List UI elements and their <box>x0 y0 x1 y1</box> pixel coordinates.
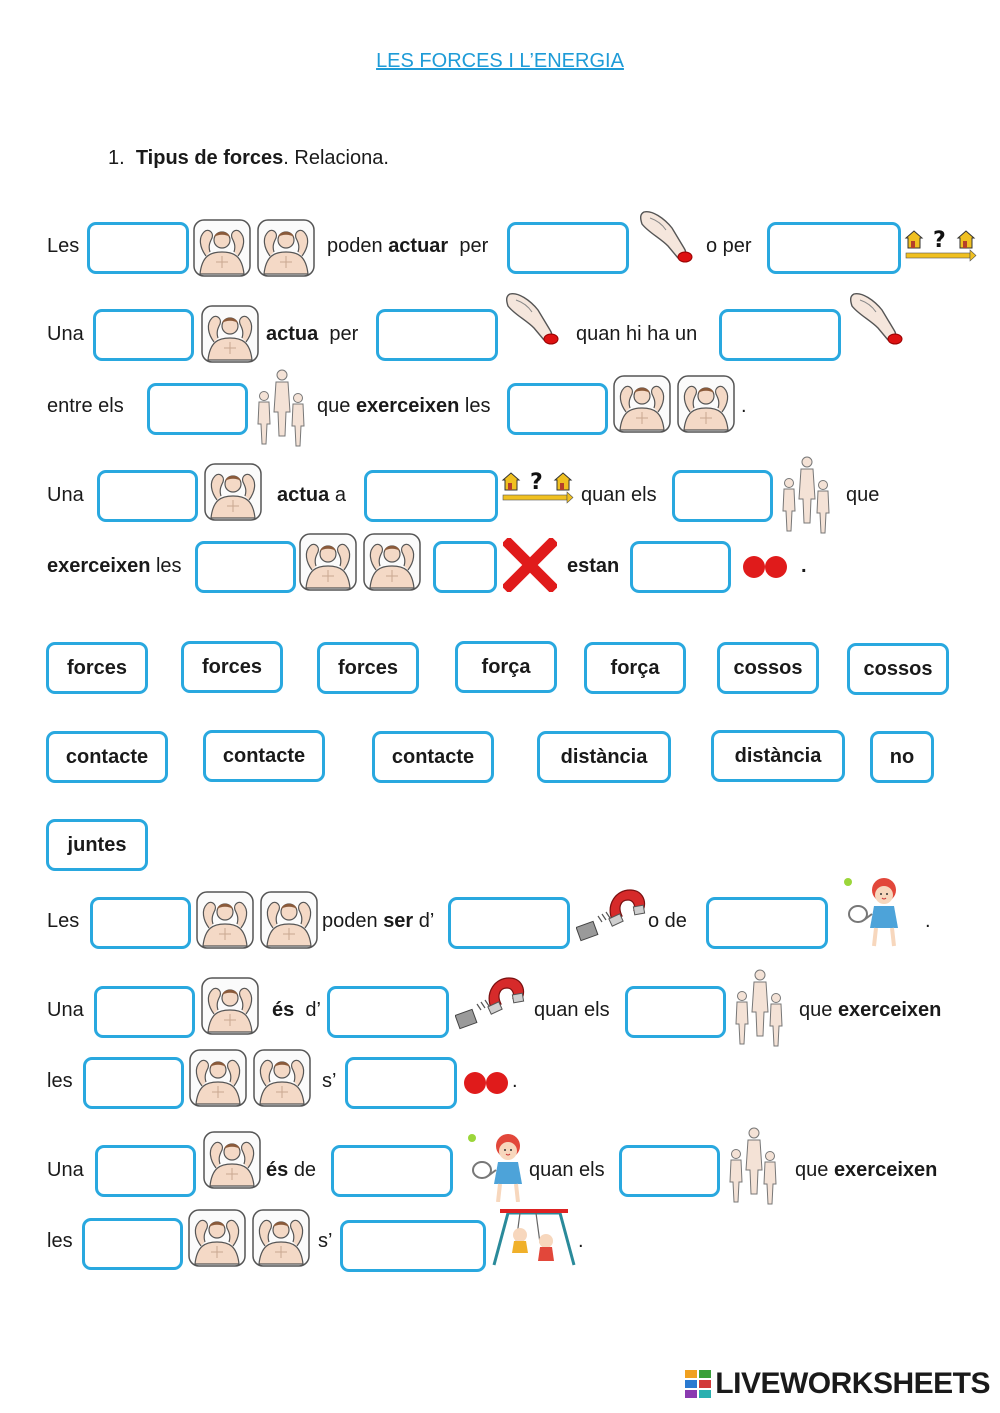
muscle-icon <box>187 1208 247 1268</box>
exercise-number: 1. <box>108 147 125 169</box>
r2-text-actua: actua <box>266 323 319 345</box>
r6-text-les: Les <box>47 910 80 932</box>
word-chip-forces[interactable]: forces <box>317 642 419 694</box>
muscle-icon <box>298 532 358 592</box>
r4-text-a: a <box>334 484 346 506</box>
page-title: LES FORCES I L’ENERGIA <box>376 50 624 72</box>
r4-blank-2[interactable] <box>364 470 498 522</box>
r9-text-de: de <box>293 1159 317 1181</box>
r7-blank-2[interactable] <box>327 986 449 1038</box>
r4-text <box>277 483 346 507</box>
exercise-instruction: . Relaciona. <box>283 147 389 169</box>
touch-hand-icon <box>638 208 700 266</box>
r9-text-exerceixen: exerceixen <box>833 1159 938 1181</box>
liveworksheets-logo-text: LIVEWORKSHEETS <box>715 1367 990 1400</box>
muscle-icon <box>200 976 260 1036</box>
r5-blank-3[interactable] <box>630 541 731 593</box>
together-dots-icon <box>742 555 790 581</box>
r1-blank-2[interactable] <box>507 222 629 274</box>
muscle-icon <box>251 1208 311 1268</box>
r2-blank-2[interactable] <box>376 309 498 361</box>
red-cross-icon <box>503 538 557 592</box>
r4-text-una: Una <box>47 484 84 506</box>
r6-text-d: d’ <box>418 910 435 932</box>
r8-text-s: s’ <box>322 1070 337 1092</box>
word-chip-forces[interactable]: forces <box>46 642 148 694</box>
r5-text-exerceixen: exerceixen <box>47 555 151 577</box>
r6-text-period: . <box>925 910 931 932</box>
r7-text-d: d’ <box>305 999 321 1021</box>
r1-text-poden: poden <box>327 235 383 257</box>
word-chip-contacte[interactable]: contacte <box>46 731 168 783</box>
magnet-icon <box>455 972 529 1032</box>
r9-text-una: Una <box>47 1159 84 1181</box>
r3-text-period: . <box>741 395 747 417</box>
r9-blank-2[interactable] <box>331 1145 453 1197</box>
r7-blank-1[interactable] <box>94 986 195 1038</box>
bodies-icon <box>724 1126 784 1208</box>
r10-text-les: les <box>47 1230 73 1252</box>
liveworksheets-logo-icon <box>685 1370 711 1398</box>
muscle-icon <box>192 218 252 278</box>
together-dots-icon <box>463 1071 511 1097</box>
r1-text-les: Les <box>47 235 80 257</box>
r10-blank-1[interactable] <box>82 1218 183 1270</box>
distance-houses-icon <box>903 228 977 264</box>
touch-hand-icon <box>504 290 566 348</box>
muscle-icon <box>612 374 672 434</box>
r7-text-una: Una <box>47 999 84 1021</box>
muscle-icon <box>200 304 260 364</box>
r8-blank-1[interactable] <box>83 1057 184 1109</box>
r9-text-end <box>795 1158 937 1182</box>
distance-houses-icon <box>500 470 574 506</box>
r9-text-es: és <box>266 1159 289 1181</box>
muscle-icon <box>259 890 319 950</box>
touch-hand-icon <box>848 290 910 348</box>
muscle-icon <box>252 1048 312 1108</box>
r7-text <box>272 998 321 1022</box>
muscle-icon <box>203 462 263 522</box>
r1-text-actuar: actuar <box>388 235 449 257</box>
r5-text-estan: estan <box>567 555 620 577</box>
bodies-icon <box>777 455 837 537</box>
r6-text-ser: ser <box>383 910 414 932</box>
r1-text-o-per: o per <box>706 235 752 257</box>
muscle-icon <box>202 1130 262 1190</box>
r2-text <box>266 322 358 346</box>
r7-text-es: és <box>272 999 295 1021</box>
muscle-icon <box>676 374 736 434</box>
r7-text-end <box>799 998 941 1022</box>
r8-text-period: . <box>512 1070 518 1092</box>
r7-blank-3[interactable] <box>625 986 726 1038</box>
r4-blank-3[interactable] <box>672 470 773 522</box>
r9-text-que: que <box>795 1159 829 1181</box>
r1-text <box>327 234 488 258</box>
r3-text-exerceixen: exerceixen <box>355 395 460 417</box>
r3-blank-1[interactable] <box>147 383 248 435</box>
magnet-icon <box>576 884 650 944</box>
word-chip-cossos[interactable]: cossos <box>847 643 949 695</box>
r6-blank-3[interactable] <box>706 897 828 949</box>
r2-text-quan: quan hi ha un <box>576 323 698 345</box>
r3-text-que: que <box>317 395 351 417</box>
word-chip-distancia[interactable]: distància <box>711 730 845 782</box>
r7-text-que: que <box>799 999 833 1021</box>
r10-blank-2[interactable] <box>340 1220 486 1272</box>
tennis-girl-icon <box>838 874 908 954</box>
r2-text-per: per <box>329 323 359 345</box>
r1-blank-3[interactable] <box>767 222 901 274</box>
r4-text-quan-els: quan els <box>581 484 657 506</box>
r2-text-una: Una <box>47 323 84 345</box>
r6-text-o-de: o de <box>648 910 687 932</box>
r5-text-period: . <box>801 555 807 577</box>
r4-text-que: que <box>846 484 880 506</box>
r4-blank-1[interactable] <box>97 470 198 522</box>
word-chip-juntes[interactable]: juntes <box>46 819 148 871</box>
word-chip-cossos[interactable]: cossos <box>717 642 819 694</box>
r7-text-exerceixen: exerceixen <box>837 999 942 1021</box>
word-chip-forca[interactable]: força <box>584 642 686 694</box>
r1-text-per: per <box>459 235 489 257</box>
muscle-icon <box>362 532 422 592</box>
r9-blank-3[interactable] <box>619 1145 720 1197</box>
word-chip-forces[interactable]: forces <box>181 641 283 693</box>
r5-text-les: les <box>155 555 182 577</box>
r3-blank-2[interactable] <box>507 383 608 435</box>
r4-text-actua: actua <box>277 484 330 506</box>
r6-blank-2[interactable] <box>448 897 570 949</box>
r5-text <box>47 554 182 578</box>
r10-text-period: . <box>578 1230 584 1252</box>
r2-blank-1[interactable] <box>93 309 194 361</box>
r6-text <box>322 909 434 933</box>
r3-text-entre: entre els <box>47 395 124 417</box>
r9-text-quan-els: quan els <box>529 1159 605 1181</box>
r7-text-quan-els: quan els <box>534 999 610 1021</box>
r1-blank-1[interactable] <box>87 222 189 274</box>
bodies-icon <box>252 368 312 450</box>
word-chip-distancia[interactable]: distància <box>537 731 671 783</box>
bodies-icon <box>730 968 790 1050</box>
r8-text-les: les <box>47 1070 73 1092</box>
r6-text-poden: poden <box>322 910 378 932</box>
exercise-heading-bold: Tipus de forces <box>135 147 284 169</box>
r9-blank-1[interactable] <box>95 1145 196 1197</box>
r6-blank-1[interactable] <box>90 897 191 949</box>
r8-blank-2[interactable] <box>345 1057 457 1109</box>
r10-text-s: s’ <box>318 1230 333 1252</box>
muscle-icon <box>195 890 255 950</box>
r3-text <box>317 394 491 418</box>
swing-kids-icon <box>490 1207 578 1271</box>
word-chip-no[interactable]: no <box>870 731 934 783</box>
r5-blank-1[interactable] <box>195 541 296 593</box>
muscle-icon <box>256 218 316 278</box>
liveworksheets-logo <box>685 1367 990 1401</box>
tennis-girl-icon <box>462 1130 524 1202</box>
word-chip-forca[interactable]: força <box>455 641 557 693</box>
r3-text-les: les <box>464 395 491 417</box>
muscle-icon <box>188 1048 248 1108</box>
word-chip-contacte[interactable]: contacte <box>372 731 494 783</box>
r2-blank-3[interactable] <box>719 309 841 361</box>
r9-text <box>266 1158 316 1182</box>
r5-blank-2[interactable] <box>433 541 497 593</box>
exercise-heading <box>108 146 389 170</box>
word-chip-contacte[interactable]: contacte <box>203 730 325 782</box>
